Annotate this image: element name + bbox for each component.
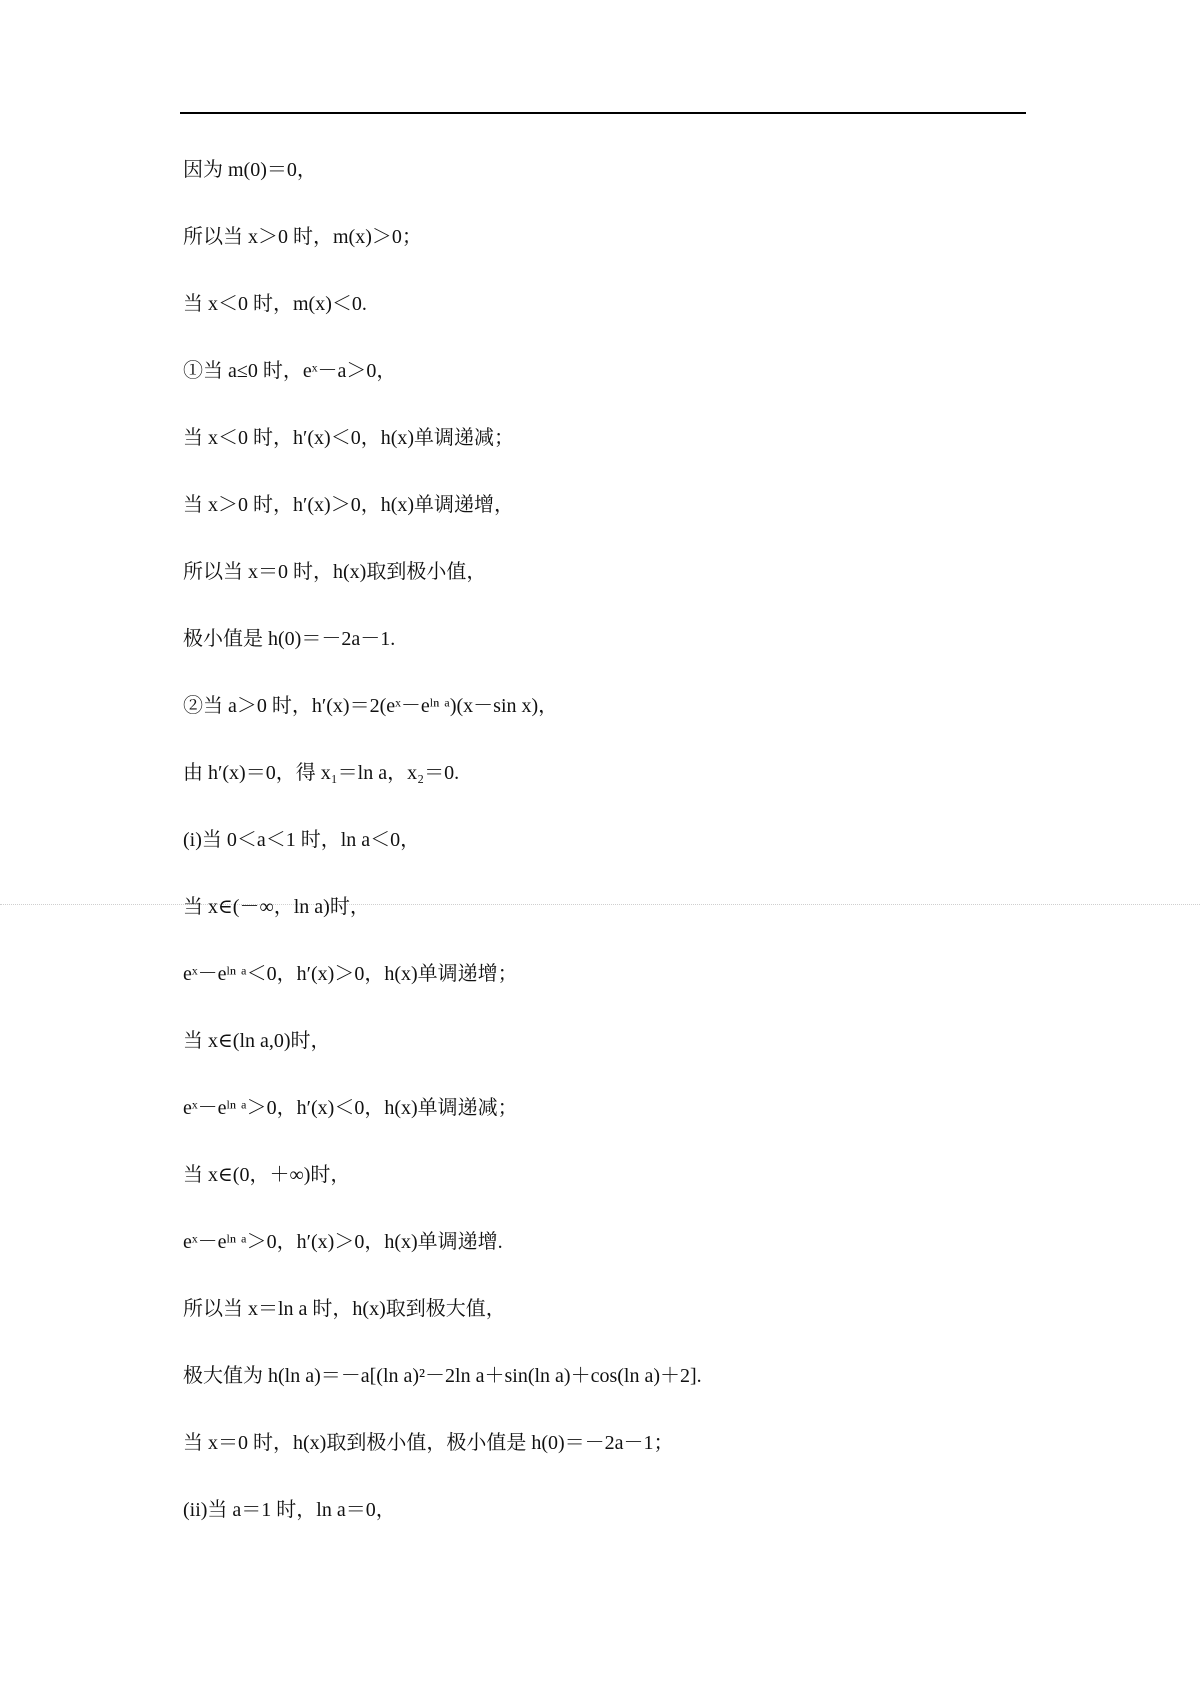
solution-text xyxy=(183,148,1023,1555)
text-line: 极小值是 h(0)＝－2a－1. xyxy=(183,628,396,650)
text-line: 当 x＝0 时，h(x)取到极小值，极小值是 h(0)＝－2a－1； xyxy=(183,1432,674,1454)
header-rule xyxy=(180,112,1026,114)
text-line: 极大值为 h(ln a)＝－a[(ln a)²－2ln a＋sin(ln a)＋cos(ln a)＋2]. xyxy=(183,1365,702,1387)
text-line: 当 x＜0 时，m(x)＜0. xyxy=(183,293,367,315)
text-line: ①当 a≤0 时，eˣ－a＞0， xyxy=(183,360,397,382)
text-line: 由 h′(x)＝0，得 x₁＝ln a，x₂＝0. xyxy=(183,762,460,784)
text-line: eˣ－eˡⁿ ᵃ＞0，h′(x)＞0，h(x)单调递增. xyxy=(183,1231,503,1253)
text-line: 因为 m(0)＝0， xyxy=(183,159,317,181)
text-line: (ii)当 a＝1 时，ln a＝0， xyxy=(183,1499,396,1521)
text-line: 当 x＞0 时，h′(x)＞0，h(x)单调递增， xyxy=(183,494,515,516)
text-line: 当 x＜0 时，h′(x)＜0，h(x)单调递减； xyxy=(183,427,515,449)
text-line: 所以当 x＞0 时，m(x)＞0； xyxy=(183,226,422,248)
text-line: 当 x∈(0，＋∞)时， xyxy=(183,1164,351,1186)
text-line: ②当 a＞0 时，h′(x)＝2(eˣ－eˡⁿ ᵃ)(x－sin x)， xyxy=(183,695,559,717)
text-line: 当 x∈(－∞，ln a)时， xyxy=(183,896,370,918)
text-line: 当 x∈(ln a,0)时， xyxy=(183,1030,331,1052)
text-line: 所以当 x＝0 时，h(x)取到极小值， xyxy=(183,561,487,583)
text-line: 所以当 x＝ln a 时，h(x)取到极大值， xyxy=(183,1298,506,1320)
text-line: (i)当 0＜a＜1 时，ln a＜0， xyxy=(183,829,421,851)
text-line: eˣ－eˡⁿ ᵃ＜0，h′(x)＞0，h(x)单调递增； xyxy=(183,963,518,985)
text-line: eˣ－eˡⁿ ᵃ＞0，h′(x)＜0，h(x)单调递减； xyxy=(183,1097,518,1119)
